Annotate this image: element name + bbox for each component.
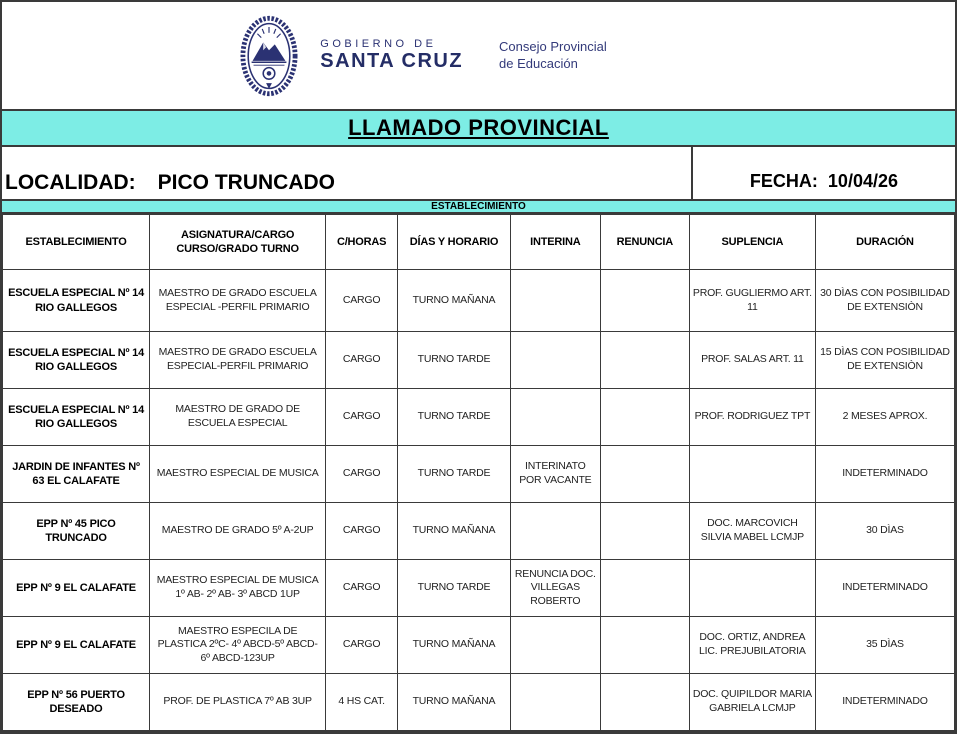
government-name [320, 38, 463, 74]
cell-renuncia [600, 270, 689, 332]
cell-suplencia [689, 446, 815, 503]
cell-establecimiento: EPP Nº 9 EL CALAFATE [3, 560, 150, 617]
cell-asignatura: MAESTRO DE GRADO ESCUELA ESPECIAL-PERFIL PRIMARIO [150, 332, 326, 389]
cell-dias: TURNO MAÑANA [398, 674, 511, 731]
cell-dias: TURNO MAÑANA [398, 270, 511, 332]
fecha-value: 10/04/26 [827, 171, 898, 191]
table-header-row [3, 215, 955, 270]
cell-choras: CARGO [326, 617, 398, 674]
cell-choras: CARGO [326, 446, 398, 503]
cell-interina [510, 270, 600, 332]
table-row [3, 446, 955, 503]
cell-suplencia: PROF. RODRIGUEZ TPT [689, 389, 815, 446]
section-band-label: ESTABLECIMIENTO [431, 201, 526, 212]
cell-choras: 4 HS CAT. [326, 674, 398, 731]
council-line1: Consejo Provincial [499, 39, 607, 55]
locality-label: LOCALIDAD: [5, 171, 136, 194]
column-header-choras: C/HORAS [326, 215, 398, 270]
cell-choras: CARGO [326, 503, 398, 560]
cell-dias: TURNO TARDE [398, 332, 511, 389]
section-band [2, 199, 955, 214]
cell-dias: TURNO MAÑANA [398, 617, 511, 674]
column-header-dias: DÍAS Y HORARIO [398, 215, 511, 270]
table-row [3, 389, 955, 446]
council-line2: de Educación [499, 55, 578, 71]
cell-interina [510, 503, 600, 560]
banner-title: LLAMADO PROVINCIAL [348, 115, 609, 140]
table-row [3, 503, 955, 560]
cell-interina: INTERINATO POR VACANTE [510, 446, 600, 503]
cell-choras: CARGO [326, 389, 398, 446]
cell-establecimiento: ESCUELA ESPECIAL Nº 14 RIO GALLEGOS [3, 270, 150, 332]
column-header-duracion: DURACIÓN [815, 215, 954, 270]
cell-duracion: 15 DÌAS CON POSIBILIDAD DE EXTENSIÒN [815, 332, 954, 389]
cell-choras: CARGO [326, 332, 398, 389]
cell-renuncia [600, 503, 689, 560]
locality-row [2, 147, 955, 199]
cell-dias: TURNO TARDE [398, 560, 511, 617]
cell-interina [510, 674, 600, 731]
locality-cell [2, 147, 693, 199]
government-line1: GOBIERNO DE [320, 37, 437, 50]
cell-suplencia: PROF. GUGLIERMO ART. 11 [689, 270, 815, 332]
cell-renuncia [600, 617, 689, 674]
cell-asignatura: MAESTRO ESPECILA DE PLASTICA 2ºC- 4º ABCD-5º ABCD- 6º ABCD-123UP [150, 617, 326, 674]
government-line2: SANTA CRUZ [320, 50, 464, 73]
cell-asignatura: MAESTRO DE GRADO DE ESCUELA ESPECIAL [150, 389, 326, 446]
cell-renuncia [600, 389, 689, 446]
cell-choras: CARGO [326, 560, 398, 617]
column-header-interina: INTERINA [510, 215, 600, 270]
cell-establecimiento: EPP Nº 56 PUERTO DESEADO [3, 674, 150, 731]
table-row [3, 270, 955, 332]
cell-dias: TURNO TARDE [398, 389, 511, 446]
cell-establecimiento: JARDIN DE INFANTES Nº 63 EL CALAFATE [3, 446, 150, 503]
cell-asignatura: MAESTRO ESPECIAL DE MUSICA [150, 446, 326, 503]
cell-asignatura: PROF. DE PLASTICA 7º AB 3UP [150, 674, 326, 731]
table-row [3, 332, 955, 389]
cell-renuncia [600, 674, 689, 731]
council-name [499, 39, 607, 72]
fecha-label: FECHA: [749, 171, 818, 191]
column-header-renuncia: RENUNCIA [600, 215, 689, 270]
cell-renuncia [600, 446, 689, 503]
cell-duracion: 2 MESES APROX. [815, 389, 954, 446]
cell-asignatura: MAESTRO DE GRADO 5º A-2UP [150, 503, 326, 560]
cell-renuncia [600, 332, 689, 389]
header-logo-area [2, 2, 955, 109]
table-row [3, 674, 955, 731]
cell-establecimiento: ESCUELA ESPECIAL Nº 14 RIO GALLEGOS [3, 389, 150, 446]
cell-interina [510, 389, 600, 446]
cell-suplencia [689, 560, 815, 617]
cell-duracion: 30 DÌAS CON POSIBILIDAD DE EXTENSIÒN [815, 270, 954, 332]
cell-establecimiento: EPP Nº 9 EL CALAFATE [3, 617, 150, 674]
cell-dias: TURNO MAÑANA [398, 503, 511, 560]
table-row [3, 617, 955, 674]
cell-duracion: INDETERMINADO [815, 674, 954, 731]
cell-asignatura: MAESTRO ESPECIAL DE MUSICA 1º AB- 2º AB- 3º ABCD 1UP [150, 560, 326, 617]
cell-suplencia: PROF. SALAS ART. 11 [689, 332, 815, 389]
cell-suplencia: DOC. ORTIZ, ANDREA LIC. PREJUBILATORIA [689, 617, 815, 674]
column-header-suplencia: SUPLENCIA [689, 215, 815, 270]
cell-establecimiento: EPP Nº 45 PICO TRUNCADO [3, 503, 150, 560]
banner [2, 109, 955, 147]
cell-establecimiento: ESCUELA ESPECIAL Nº 14 RIO GALLEGOS [3, 332, 150, 389]
cell-choras: CARGO [326, 270, 398, 332]
cell-interina: RENUNCIA DOC. VILLEGAS ROBERTO [510, 560, 600, 617]
cell-duracion: 35 DÌAS [815, 617, 954, 674]
cell-duracion: INDETERMINADO [815, 446, 954, 503]
cell-renuncia [600, 560, 689, 617]
table-row [3, 560, 955, 617]
cell-dias: TURNO TARDE [398, 446, 511, 503]
column-header-establecimiento: ESTABLECIMIENTO [3, 215, 150, 270]
fecha-cell [693, 147, 955, 199]
cell-duracion: 30 DÌAS [815, 503, 954, 560]
cell-suplencia: DOC. MARCOVICH SILVIA MABEL LCMJP [689, 503, 815, 560]
locality-value: PICO TRUNCADO [157, 171, 335, 194]
cell-interina [510, 617, 600, 674]
cell-duracion: INDETERMINADO [815, 560, 954, 617]
vacancy-table [2, 214, 955, 731]
santa-cruz-crest-icon [240, 15, 298, 97]
cell-asignatura: MAESTRO DE GRADO ESCUELA ESPECIAL -PERFIL PRIMARIO [150, 270, 326, 332]
cell-suplencia: DOC. QUIPILDOR MARIA GABRIELA LCMJP [689, 674, 815, 731]
column-header-asignatura: ASIGNATURA/CARGO CURSO/GRADO TURNO [150, 215, 326, 270]
cell-interina [510, 332, 600, 389]
